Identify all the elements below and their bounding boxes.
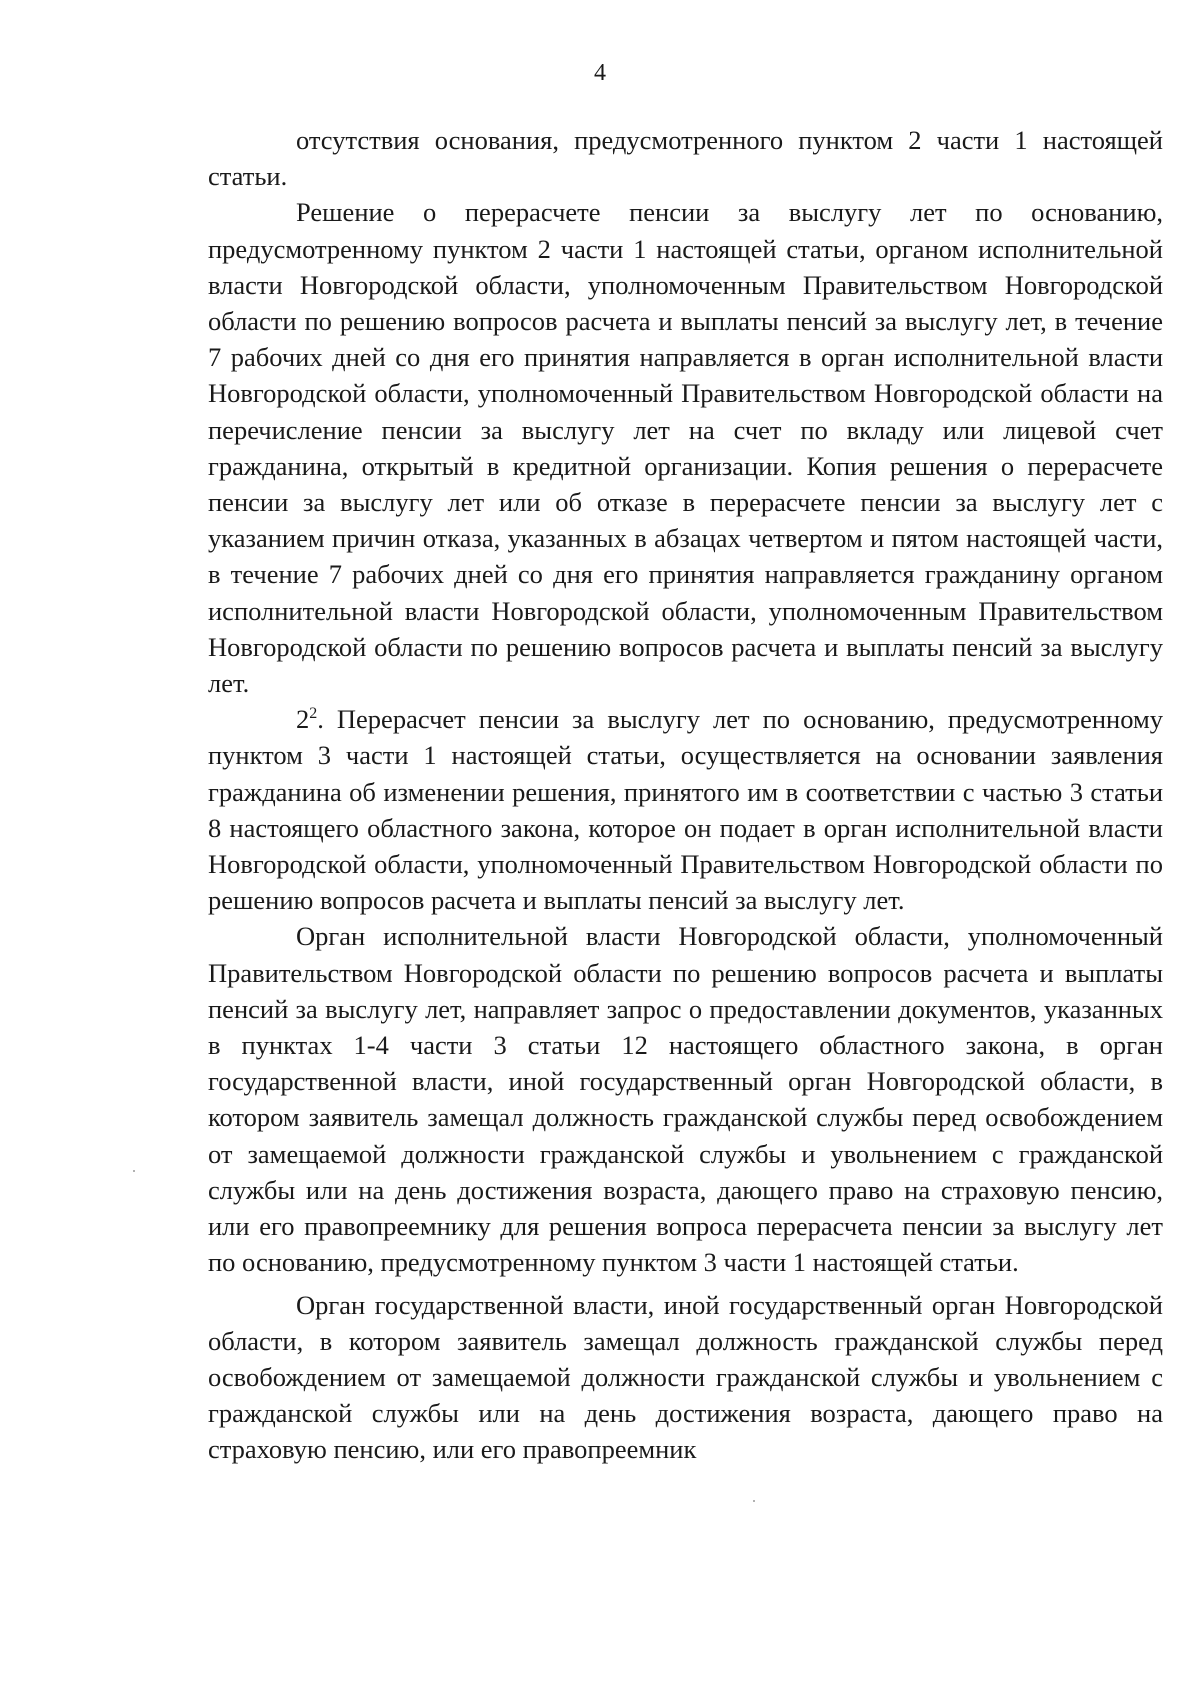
item-number-suffix: . (317, 704, 324, 735)
paragraph-continuation: отсутствия основания, предусмотренного пунктом 2 части 1 настоящей статьи. (208, 125, 1163, 192)
paragraph-decision-recalculation: Решение о перерасчете пенсии за выслугу лет по основанию, предусмотренному пунктом 2 части 1 настоящей статьи, органом исполнительной власти Новгородской области, уполномоченным Правительством Новгородской области по решению вопросов расчета и выплаты пенсий за выслугу лет, в течение 7 рабочих дней со дня его принятия направляется в орган исполнительной власти Новгородской области, уполномоченный Правительством Новгородской области на перечисление пенсии за выслугу лет на счет по вкладу или лицевой счет гражданина, открытый в кредитной организации. Копия решения о перерасчете пенсии за выслугу лет или об отказе в перерасчете пенсии за выслугу лет с указанием причин отказа, указанных в абзацах четвертом и пятом настоящей части, в течение 7 рабочих дней со дня его принятия направляется гражданину органом исполнительной власти Новгородской области, уполномоченным Правительством Новгородской области по решению вопросов расчета и выплаты пенсий за выслугу лет. (208, 197, 1163, 699)
scan-artifact (133, 1170, 135, 1172)
item-text: Перерасчет пенсии за выслугу лет по основанию, предусмотренному пунктом 3 части 1 настоящей статьи, осуществляется на основании заявления гражданина об изменении решения, принятого им в соответствии с частью 3 статьи 8 настоящего областного закона, которое он подает в орган исполнительной власти Новгородской области, уполномоченный Правительством Новгородской области по решению вопросов расчета и выплаты пенсий за выслугу лет. (208, 704, 1163, 916)
item-number: 2 (296, 704, 310, 735)
document-body (208, 122, 1163, 1468)
scan-artifact (753, 1500, 755, 1502)
page-number: 4 (594, 60, 606, 86)
item-number-superscript: 2 (309, 705, 318, 723)
paragraph-state-body: Орган государственной власти, иной государственный орган Новгородской области, в котором заявитель замещал должность гражданской службы перед освобождением от замещаемой должности гражданской службы и увольнением с гражданской службы или на день достижения возраста, дающего право на страховую пенсию, или его правопреемник (208, 1289, 1163, 1465)
paragraph-document-request: Орган исполнительной власти Новгородской области, уполномоченный Правительством Новгородской области по решению вопросов расчета и выплаты пенсий за выслугу лет, направляет запрос о предоставлении документов, указанных в пунктах 1-4 части 3 статьи 12 настоящего областного закона, в орган государственной власти, иной государственный орган Новгородской области, в котором заявитель замещал должность гражданской службы перед освобождением от замещаемой должности гражданской службы и увольнением с гражданской службы или на день достижения возраста, дающего право на страховую пенсию, или его правопреемнику для решения вопроса перерасчета пенсии за выслугу лет по основанию, предусмотренному пунктом 3 части 1 настоящей статьи. (208, 921, 1163, 1278)
paragraph-item-2-2 (208, 701, 1163, 918)
